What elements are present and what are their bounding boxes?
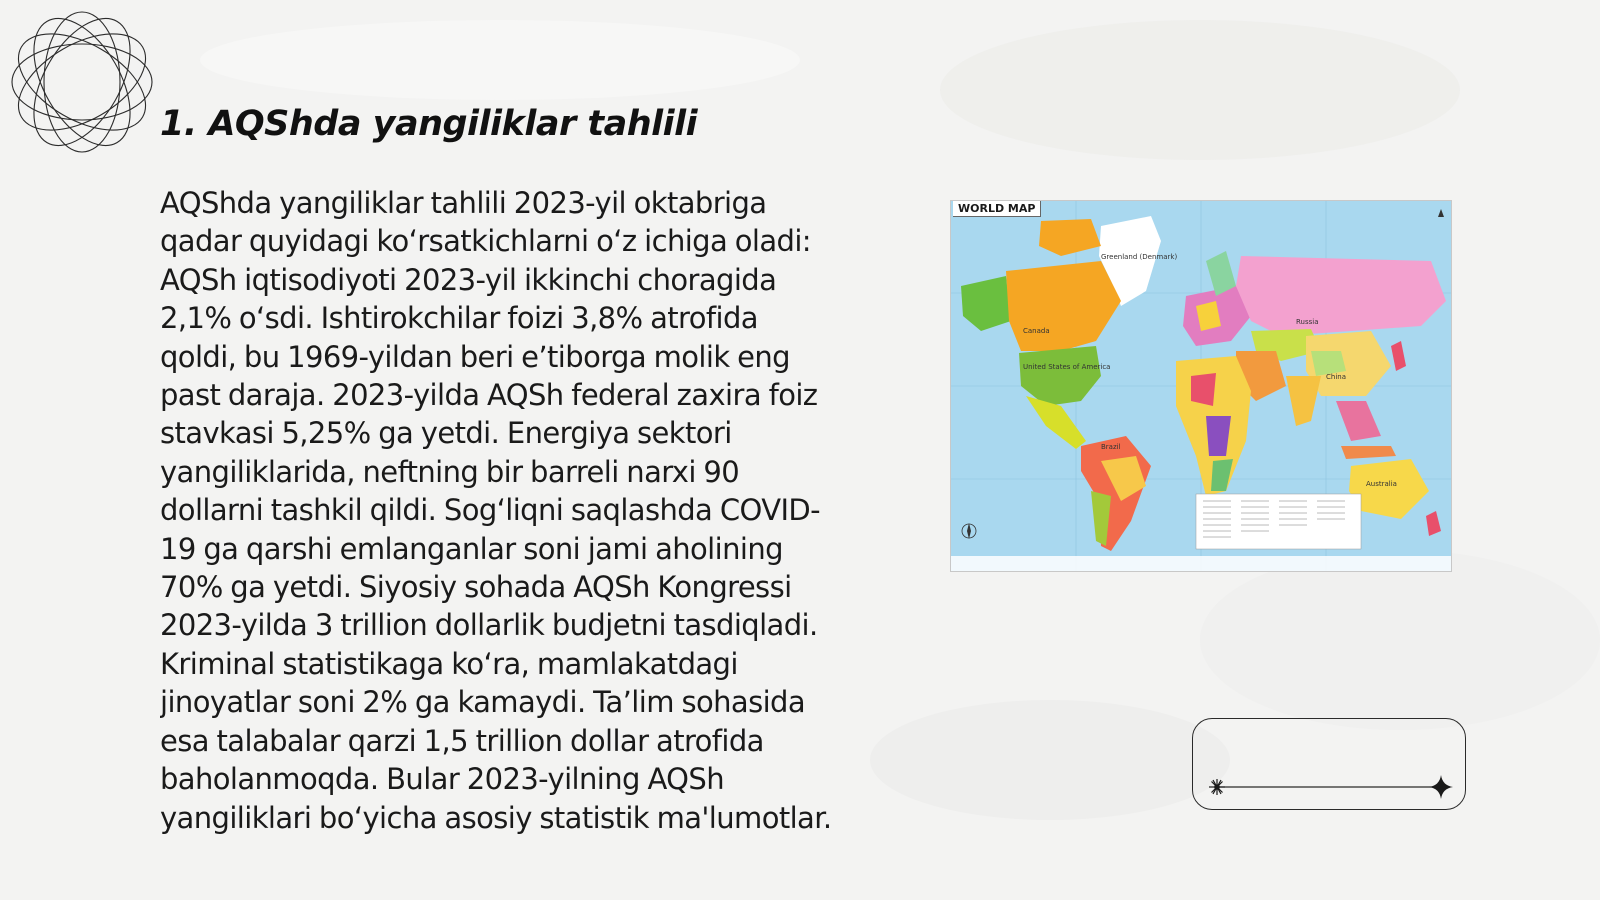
slider-track-graphic (1193, 719, 1465, 809)
map-label-usa: United States of America (1023, 363, 1111, 371)
map-label-canada: Canada (1023, 327, 1050, 335)
sun-burst-icon (1209, 779, 1225, 795)
map-label-greenland: Greenland (Denmark) (1101, 253, 1178, 261)
map-label-brazil: Brazil (1101, 443, 1121, 451)
map-label-china: China (1326, 373, 1346, 381)
slide-title: 1. AQShda yangiliklar tahlili (160, 104, 698, 144)
map-label-russia: Russia (1296, 318, 1319, 326)
map-label-australia: Australia (1366, 480, 1397, 488)
interlocking-rings-icon (8, 8, 156, 156)
map-title-label: WORLD MAP (953, 201, 1041, 217)
sparkle-star-icon (1429, 775, 1453, 799)
slide-body-text: AQShda yangiliklar tahlili 2023-yil oktabriga qadar quyidagi ko‘rsatkichlarni o‘z ichiga oladi: AQSh iqtisodiyoti 2023-yil ikkinchi choragida 2,1% o‘sdi. Ishtirokchilar foizi 3,8% atrofida qoldi, bu 1969-yildan beri e’tiborga molik eng past daraja. 2023-yilda AQSh federal zaxira foiz stavkasi 5,25% ga yetdi. Energiya sektori yangiliklarida, neftning bir barreli narxi 90 dollarni tashkil qildi. Sog‘liqni saqlashda COVID-19 ga qarshi emlanganlar soni jami aholining 70% ga yetdi. Siyosiy sohada AQSh Kongressi 2023-yilda 3 trillion dollarlik budjetni tasdiqladi. Kriminal statistikaga ko‘ra, mamlakatdagi jinoyatlar soni 2% ga kamaydi. Ta’lim sohasida esa talabalar qarzi 1,5 trillion dollar atrofida baholanmoqda. Bular 2023-yilning AQSh yangiliklari bo‘yicha asosiy statistik ma'lumotlar. (160, 186, 832, 835)
world-map-image (950, 200, 1452, 572)
world-map-graphic (951, 201, 1451, 571)
decorative-slider-box (1192, 718, 1466, 810)
